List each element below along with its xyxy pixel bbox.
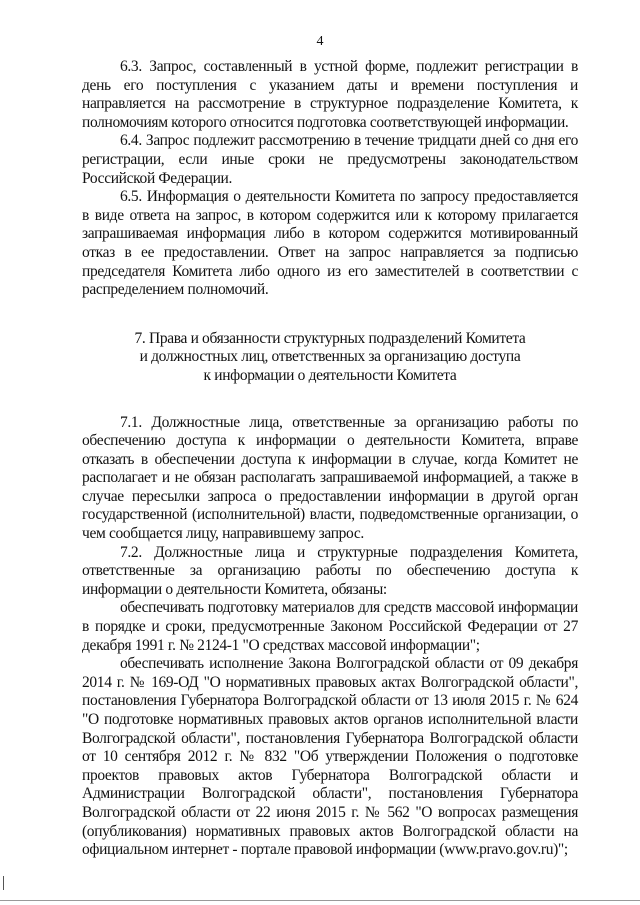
paragraph-7-2: 7.2. Должностные лица и структурные подразделения Комитета, ответственные за организацию работы по обеспечению доступа к информации о деятельности Комитета, обязаны: [82,543,578,598]
paragraph-6-3: 6.3. Запрос, составленный в устной форме, подлежит регистрации в день его поступления с указанием даты и времени поступления и направляется на рассмотрение в структурное подразделение Комитета, к полномочиям которого относится подготовка соответствующей информации. [82,58,578,131]
heading-line: 7. Права и обязанности структурных подразделений Комитета [134,329,526,347]
heading-line: и должностных лиц, ответственных за организацию доступа [139,348,521,366]
scan-bottom-edge [0,900,640,901]
paragraph-7-1: 7.1. Должностные лица, ответственные за организацию работы по обеспечению доступа к информации о деятельности Комитета, вправе отказать в обеспечении доступа к информации в случае, когда Комитет не располагает и не обязан располагать запрашиваемой информацией, а также в случае пересылки запроса о предоставлении информации в другой орган государственной (исполнительной) власти, подведомственные организации, о чем сообщается лицу, направившему запрос. [82,413,578,543]
paragraph-6-5: 6.5. Информация о деятельности Комитета по запросу предоставляется в виде ответа на запрос, в котором содержится или к которому прилагается запрашиваемая информация либо в котором содержится мотивированный отказ в ее предоставлении. Ответ на запрос направляется за подписью председателя Комитета либо одного из его заместителей в соответствии с распределением полномочий. [82,188,578,299]
heading-line: к информации о деятельности Комитета [203,366,457,384]
section-7-heading [82,330,578,386]
document-body [82,58,578,860]
duty-item-legal-acts: обеспечивать исполнение Закона Волгоградской области от 09 декабря 2014 г. № 169-ОД "О нормативных правовых актах Волгоградской области", постановления Губернатора Волгоградской области от 13 июля 2015 г. № 624 "О подготовке нормативных правовых актов органов исполнительной власти Волгоградской области", постановления Губернатора Волгоградской области от 10 сентября 2012 г. № 832 "Об утверждении Положения о подготовке проектов правовых актов Губернатора Волгоградской области и Администрации Волгоградской области", постановления Губернатора Волгоградской области от 22 июня 2015 г. № 562 "О вопросах размещения (опубликования) нормативных правовых актов Волгоградской области на официальном интернет - портале правовой информации (www.pravo.gov.ru)"; [82,655,578,859]
page-number: 4 [316,34,324,49]
paragraph-6-4: 6.4. Запрос подлежит рассмотрению в течение тридцати дней со дня его регистрации, если иные сроки не предусмотрены законодательством Российской Федерации. [82,132,578,187]
scan-margin-mark [3,876,4,890]
duty-item-media: обеспечивать подготовку материалов для средств массовой информации в порядке и сроки, предусмотренные Законом Российской Федерации от 27 декабря 1991 г. № 2124-1 "О средствах массовой информации"; [82,599,578,654]
